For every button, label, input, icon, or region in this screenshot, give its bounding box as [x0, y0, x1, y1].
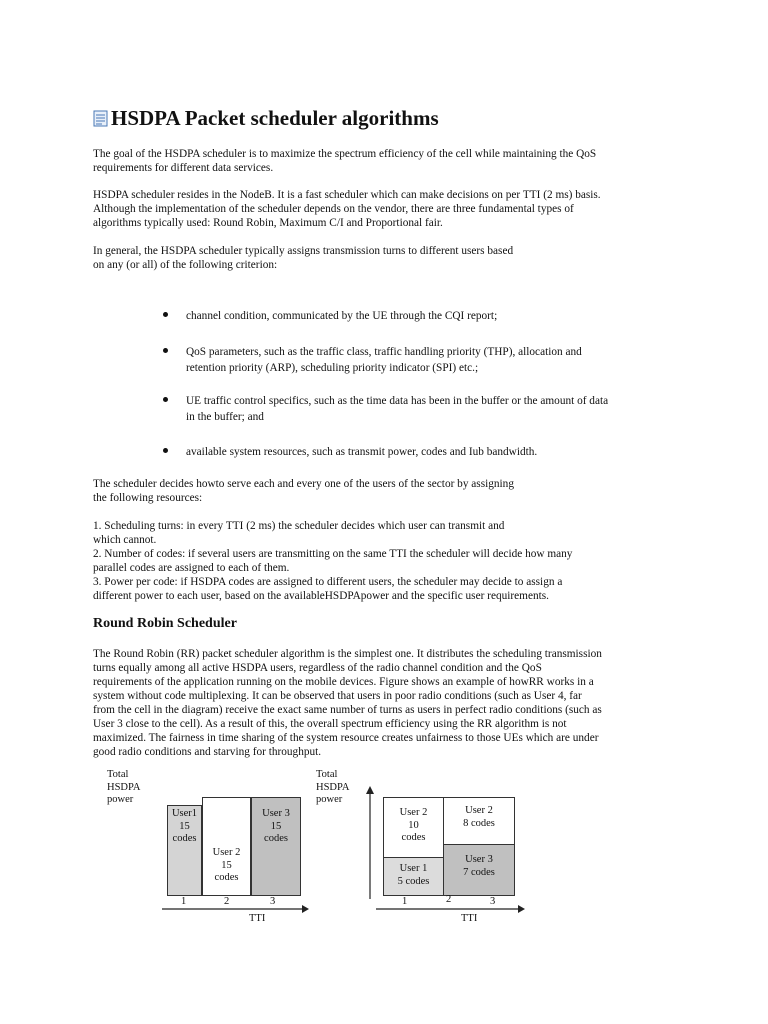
- right-tick-3: 3: [490, 896, 496, 907]
- title-text: HSDPA Packet scheduler algorithms: [111, 106, 439, 130]
- intro-paragraph-1: [93, 147, 596, 175]
- bullet-dot: [163, 397, 168, 402]
- text-line: User 2: [212, 847, 241, 858]
- right-y-axis: [363, 785, 377, 901]
- text-line: HSDPA: [316, 781, 350, 793]
- text-line: The scheduler decides howto serve each and every one of the users of the sector by assigning: [93, 478, 514, 490]
- resources-paragraph: [93, 477, 514, 505]
- bullet-item: [186, 444, 537, 460]
- text-line: In general, the HSDPA scheduler typically assigns transmission turns to different users based: [93, 245, 514, 257]
- text-line: Total: [316, 769, 338, 780]
- text-line: maximized. The fairness in time sharing of the system resource creates unfairness to those UEs which are under: [93, 732, 599, 744]
- text-line: in the buffer; and: [186, 411, 264, 423]
- text-line: retention priority (ARP), scheduling priority indicator (SPI) etc.;: [186, 362, 479, 374]
- text-line: User 3: [262, 808, 290, 819]
- left-y-label: [107, 769, 140, 807]
- text-line: system without code multiplexing. It can be observed that users in poor radio conditions (such as User 4, far: [93, 690, 582, 702]
- bullet-dot: [163, 312, 168, 317]
- bullet-item: [186, 344, 582, 376]
- text-line: codes: [214, 872, 239, 883]
- text-line: codes: [172, 833, 197, 844]
- text-line: 5 codes: [397, 875, 430, 887]
- bullet-item: [186, 393, 608, 425]
- section-heading: Round Robin Scheduler: [93, 616, 237, 631]
- text-line: different power to each user, based on the availableHSDPApower and the specific user requirements.: [93, 590, 549, 602]
- bullet-dot: [163, 448, 168, 453]
- text-line: 15: [179, 820, 190, 832]
- text-line: available system resources, such as transmit power, codes and Iub bandwidth.: [186, 446, 538, 458]
- rr-paragraph: [93, 647, 602, 759]
- right-user3-box: [443, 844, 515, 896]
- text-line: from the cell in the diagram) receive the exact same number of turns as users in perfect radio conditions (such as: [93, 704, 602, 716]
- document-icon: [93, 106, 108, 134]
- bullet-item: [186, 308, 497, 324]
- text-line: good radio conditions and starving for throughput.: [93, 746, 322, 758]
- left-x-label: TTI: [249, 913, 266, 924]
- text-line: UE traffic control specifics, such as the time data has been in the buffer or the amount of data: [186, 395, 609, 407]
- right-tick-2: 2: [446, 894, 452, 905]
- left-user1-box: [167, 805, 202, 896]
- text-line: requirements for different data services.: [93, 162, 274, 174]
- left-user2-box: [202, 797, 251, 896]
- text-line: channel condition, communicated by the UE through the CQI report;: [186, 310, 498, 322]
- text-line: User 3 close to the cell). As a result of this, the overall spectrum efficiency using the RR algorithm is not: [93, 718, 567, 730]
- text-line: HSDPA scheduler resides in the NodeB. It is a fast scheduler which can make decisions on per TTI (2 ms) basis.: [93, 189, 601, 201]
- text-line: 15: [221, 859, 232, 871]
- text-line: on any (or all) of the following criterion:: [93, 259, 278, 271]
- right-x-label: TTI: [461, 913, 478, 924]
- text-line: Although the implementation of the scheduler depends on the vendor, there are three fundamental types of: [93, 203, 574, 215]
- right-user1-box: [383, 857, 444, 896]
- text-line: parallel codes are assigned to each of them.: [93, 562, 290, 574]
- text-line: codes: [264, 833, 288, 844]
- left-tick-1: 1: [181, 896, 187, 907]
- text-line: User 1: [399, 863, 428, 874]
- right-y-label: [316, 769, 349, 807]
- text-line: 8 codes: [463, 817, 495, 829]
- text-line: User1: [171, 808, 198, 819]
- intro-paragraph-2: [93, 188, 601, 230]
- text-line: algorithms typically used: Round Robin, Maximum C/I and Proportional fair.: [93, 217, 443, 229]
- text-line: 3. Power per code: if HSDPA codes are assigned to different users, the scheduler may decide to assign a: [93, 576, 563, 588]
- resources-list: [93, 519, 572, 603]
- text-line: power: [107, 794, 134, 805]
- left-user3-box: [251, 797, 301, 896]
- right-tick-1: 1: [402, 896, 408, 907]
- left-tick-2: 2: [224, 896, 230, 907]
- text-line: which cannot.: [93, 534, 157, 546]
- text-line: 7 codes: [463, 866, 495, 878]
- text-line: User 2: [465, 805, 493, 816]
- text-line: The Round Robin (RR) packet scheduler algorithm is the simplest one. It distributes the scheduling transmission: [93, 648, 602, 660]
- text-line: 2. Number of codes: if several users are transmitting on the same TTI the scheduler will decide how many: [93, 548, 573, 560]
- right-user2-10codes-box: [383, 797, 444, 858]
- text-line: the following resources:: [93, 492, 203, 504]
- page-title: [93, 104, 439, 134]
- text-line: Total: [107, 769, 129, 780]
- text-line: 1. Scheduling turns: in every TTI (2 ms) the scheduler decides which user can transmit and: [93, 520, 505, 532]
- text-line: 10: [408, 819, 419, 831]
- right-user2-8codes-box: [443, 797, 515, 845]
- text-line: turns equally among all active HSDPA users, regardless of the radio channel condition and the QoS: [93, 662, 542, 674]
- text-line: HSDPA: [107, 781, 141, 793]
- text-line: requirements of the application running on the mobile devices. Figure shows an example of howRR works in a: [93, 676, 594, 688]
- text-line: power: [316, 794, 343, 805]
- text-line: User 3: [465, 854, 493, 865]
- left-tick-3: 3: [270, 896, 276, 907]
- intro-paragraph-3: [93, 244, 513, 272]
- text-line: User 2: [399, 807, 428, 818]
- text-line: codes: [401, 832, 426, 843]
- bullet-dot: [163, 348, 168, 353]
- text-line: The goal of the HSDPA scheduler is to maximize the spectrum efficiency of the cell while maintaining the QoS: [93, 148, 597, 160]
- text-line: QoS parameters, such as the traffic class, traffic handling priority (THP), allocation and: [186, 346, 582, 358]
- text-line: 15: [270, 820, 282, 832]
